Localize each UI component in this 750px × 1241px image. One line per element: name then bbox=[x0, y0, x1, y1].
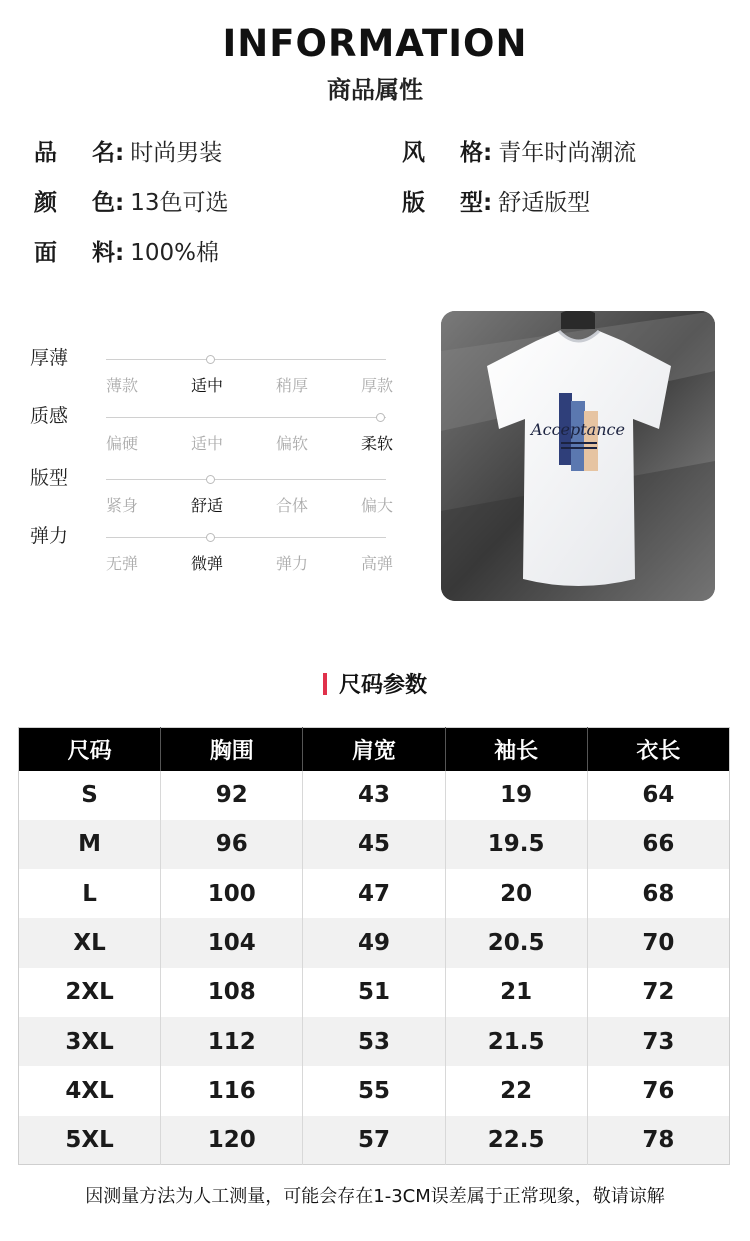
measurement-footnote: 因测量方法为人工测量，可能会存在1-3CM误差属于正常现象，敬请谅解 bbox=[85, 1186, 665, 1207]
info-value: 100%棉 bbox=[130, 239, 219, 266]
attribute-scale-line bbox=[106, 479, 386, 480]
table-cell: 73 bbox=[587, 1017, 729, 1066]
info-row bbox=[34, 180, 724, 220]
table-cell: 78 bbox=[587, 1116, 729, 1165]
table-cell: 4XL bbox=[65, 1077, 114, 1104]
product-photo bbox=[441, 311, 715, 601]
table-cell: 3XL bbox=[19, 1017, 161, 1066]
info-key: 风 bbox=[402, 139, 425, 166]
table-cell: 21.5 bbox=[445, 1017, 587, 1066]
table-cell: 22 bbox=[445, 1066, 587, 1115]
table-cell: 57 bbox=[303, 1116, 445, 1165]
page-title-cn: 商品属性 bbox=[327, 76, 423, 104]
attribute-row bbox=[30, 345, 400, 405]
attribute-option: 适中 bbox=[190, 434, 223, 453]
header-chest: 胸围 bbox=[161, 728, 303, 771]
attribute-label: 厚薄 bbox=[30, 347, 69, 369]
info-row bbox=[34, 130, 724, 170]
attribute-option: 偏大 bbox=[360, 496, 393, 515]
table-cell: 92 bbox=[161, 771, 303, 820]
info-item-style bbox=[402, 130, 636, 170]
info-key: 版 bbox=[402, 189, 425, 216]
attribute-option: 舒适 bbox=[190, 496, 223, 515]
page-title-en: INFORMATION bbox=[222, 22, 528, 65]
table-row bbox=[19, 820, 730, 869]
table-cell: 112 bbox=[161, 1017, 303, 1066]
attribute-indicator-dot bbox=[206, 355, 215, 364]
attribute-option: 紧身 bbox=[105, 496, 138, 515]
table-cell: 104 bbox=[161, 918, 303, 967]
info-value: 舒适版型 bbox=[498, 189, 591, 216]
table-cell: XL bbox=[19, 918, 161, 967]
table-cell: 76 bbox=[587, 1066, 729, 1115]
table-cell: L bbox=[82, 880, 97, 907]
size-table bbox=[18, 727, 730, 1165]
header-length: 衣长 bbox=[587, 728, 729, 771]
info-key: 品 bbox=[34, 139, 57, 166]
table-row bbox=[19, 1116, 730, 1165]
table-cell: 22.5 bbox=[445, 1116, 587, 1165]
table-cell: 51 bbox=[303, 968, 445, 1017]
table-cell: 45 bbox=[303, 820, 445, 869]
accent-bar bbox=[323, 673, 327, 695]
tshirt-illustration bbox=[441, 311, 715, 601]
attribute-option: 厚款 bbox=[360, 376, 393, 395]
table-cell: 64 bbox=[587, 771, 729, 820]
header-sleeve: 袖长 bbox=[445, 728, 587, 771]
info-key-suffix: 料: bbox=[92, 239, 125, 266]
table-cell: 96 bbox=[161, 820, 303, 869]
table-row bbox=[19, 771, 730, 820]
info-key: 面 bbox=[34, 239, 57, 266]
table-row bbox=[19, 1017, 730, 1066]
attribute-row bbox=[30, 523, 400, 583]
attribute-option: 弹力 bbox=[275, 554, 308, 573]
attribute-scale-line bbox=[106, 359, 386, 360]
info-value: 青年时尚潮流 bbox=[498, 139, 637, 166]
attribute-option: 薄款 bbox=[105, 376, 138, 395]
info-value: 时尚男装 bbox=[130, 139, 223, 166]
info-item-name bbox=[34, 130, 222, 170]
attribute-indicator-dot bbox=[376, 413, 385, 422]
attribute-label: 弹力 bbox=[30, 525, 69, 547]
attribute-label: 质感 bbox=[30, 405, 69, 427]
info-item-fit bbox=[402, 180, 590, 220]
table-cell: 55 bbox=[303, 1066, 445, 1115]
table-cell: 19.5 bbox=[445, 820, 587, 869]
attribute-option: 偏硬 bbox=[105, 434, 138, 453]
table-row bbox=[19, 918, 730, 967]
table-cell: 70 bbox=[587, 918, 729, 967]
size-table-header-row bbox=[19, 728, 730, 771]
table-cell: 108 bbox=[161, 968, 303, 1017]
table-cell: 43 bbox=[303, 771, 445, 820]
shirt-print-text: Acceptance bbox=[531, 420, 625, 439]
attribute-option: 柔软 bbox=[360, 434, 393, 453]
attribute-option: 稍厚 bbox=[275, 376, 308, 395]
table-row bbox=[19, 968, 730, 1017]
table-cell: S bbox=[81, 782, 98, 809]
info-item-color bbox=[34, 180, 228, 220]
attribute-row bbox=[30, 465, 400, 525]
table-row bbox=[19, 869, 730, 918]
info-key-suffix: 名: bbox=[92, 139, 125, 166]
table-cell: 20.5 bbox=[445, 918, 587, 967]
attribute-scale-line bbox=[106, 417, 386, 418]
attribute-indicator-dot bbox=[206, 475, 215, 484]
table-cell: 68 bbox=[587, 869, 729, 918]
attribute-indicator-dot bbox=[206, 533, 215, 542]
attribute-option: 高弹 bbox=[360, 554, 393, 573]
table-cell: 72 bbox=[587, 968, 729, 1017]
attribute-option: 无弹 bbox=[105, 554, 138, 573]
attribute-row bbox=[30, 403, 400, 463]
size-section-title-text: 尺码参数 bbox=[338, 673, 427, 698]
info-key-suffix: 色: bbox=[92, 189, 125, 216]
info-key: 颜 bbox=[34, 189, 57, 216]
table-cell: 47 bbox=[303, 869, 445, 918]
attribute-option: 偏软 bbox=[275, 434, 308, 453]
info-row bbox=[34, 230, 724, 270]
attribute-option: 合体 bbox=[275, 496, 308, 515]
size-section-title bbox=[0, 668, 750, 699]
attribute-option: 适中 bbox=[190, 376, 223, 395]
info-value: 13色可选 bbox=[130, 189, 229, 216]
table-cell: 2XL bbox=[65, 979, 114, 1006]
table-cell: 116 bbox=[161, 1066, 303, 1115]
table-cell: M bbox=[19, 820, 161, 869]
table-cell: 100 bbox=[161, 869, 303, 918]
table-cell: 5XL bbox=[19, 1116, 161, 1165]
info-item-fabric bbox=[34, 230, 219, 270]
table-cell: 19 bbox=[445, 771, 587, 820]
table-cell: 66 bbox=[587, 820, 729, 869]
table-cell: 120 bbox=[161, 1116, 303, 1165]
table-cell: 21 bbox=[445, 968, 587, 1017]
info-key-suffix: 型: bbox=[460, 189, 493, 216]
header-size: 尺码 bbox=[19, 728, 161, 771]
header-shoulder: 肩宽 bbox=[303, 728, 445, 771]
attribute-label: 版型 bbox=[30, 467, 69, 489]
table-cell: 49 bbox=[303, 918, 445, 967]
attribute-option: 微弹 bbox=[190, 554, 223, 573]
info-key-suffix: 格: bbox=[460, 139, 493, 166]
table-row bbox=[19, 1066, 730, 1115]
table-cell: 20 bbox=[445, 869, 587, 918]
table-cell: 53 bbox=[303, 1017, 445, 1066]
attribute-scale-line bbox=[106, 537, 386, 538]
